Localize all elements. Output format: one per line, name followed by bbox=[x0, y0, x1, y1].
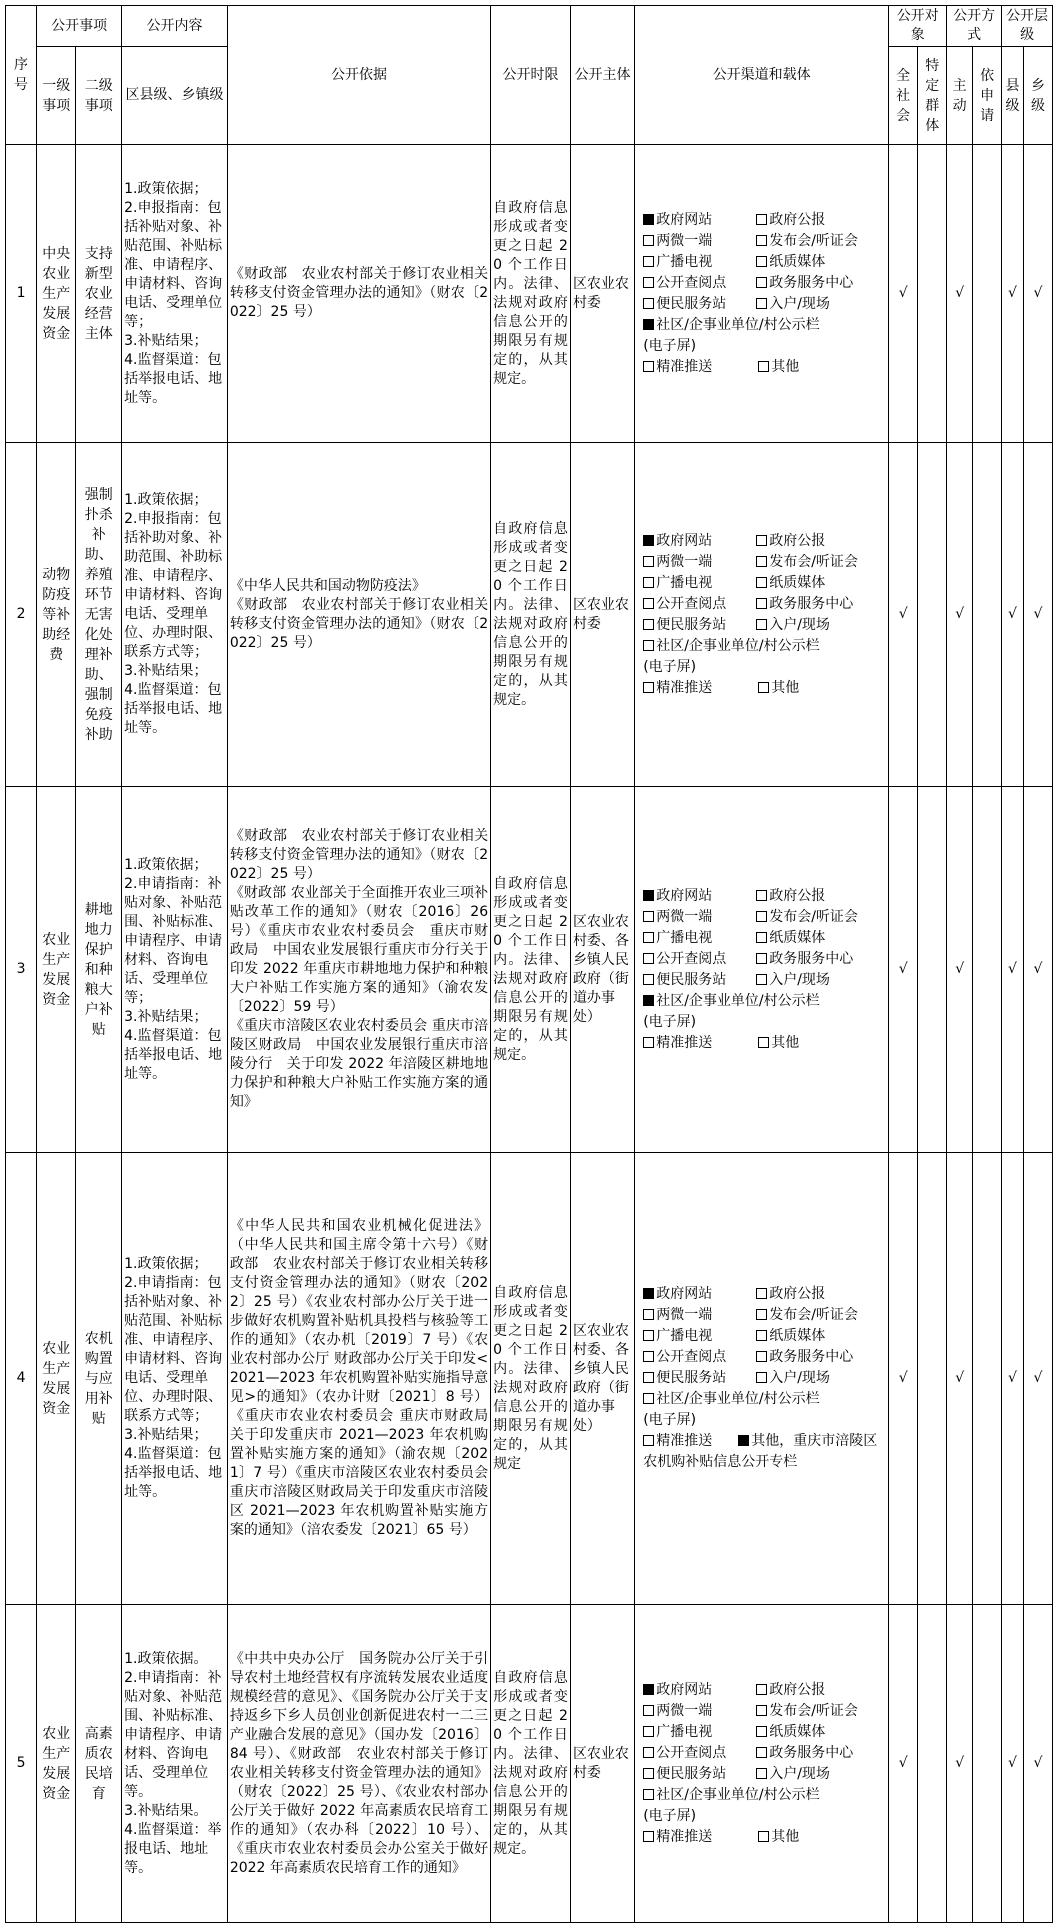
checked-box-icon bbox=[643, 1288, 654, 1299]
unchecked-box-icon bbox=[756, 953, 767, 964]
channel-board bbox=[643, 1391, 819, 1407]
channel-household bbox=[756, 296, 830, 312]
channel-website bbox=[643, 888, 712, 904]
channel-label: 其他 bbox=[771, 1828, 800, 1845]
channel-paper bbox=[756, 1328, 825, 1344]
channel-label: 政务服务中心 bbox=[769, 1744, 854, 1761]
row-channels bbox=[635, 145, 889, 443]
channel-screen-label: (电子屏) bbox=[643, 1412, 697, 1428]
channel-press bbox=[756, 554, 858, 570]
row-seq: 2 bbox=[6, 443, 37, 787]
row-channels bbox=[635, 1153, 889, 1605]
channel-label: 便民服务站 bbox=[656, 295, 727, 312]
row-all-society: √ bbox=[889, 145, 918, 443]
table-row bbox=[6, 1153, 1053, 1605]
channel-gazette bbox=[756, 1682, 825, 1698]
channel-label: 其他 bbox=[771, 358, 800, 375]
channel-label: 入户/现场 bbox=[769, 1370, 830, 1386]
channel-convenience bbox=[643, 296, 726, 312]
row-active: √ bbox=[947, 1605, 973, 1923]
header-specific: 特定群体 bbox=[918, 47, 947, 145]
channel-label: 入户/现场 bbox=[769, 295, 830, 312]
channel-label: 广播电视 bbox=[656, 1328, 713, 1344]
channel-label: 纸质媒体 bbox=[769, 1723, 826, 1740]
unchecked-box-icon bbox=[643, 932, 654, 943]
channel-label: 便民服务站 bbox=[656, 971, 727, 988]
row-content: 1.政策依据； 2.申报指南：包括补贴对象、补贴范围、补贴标准、申请程序、申请材料、咨询电话、受理单位等； 3.补贴结果； 4.监督渠道：包括举报电话、地址等。 bbox=[122, 145, 228, 443]
unchecked-box-icon bbox=[758, 1037, 769, 1048]
row-level2: 高素质农民培育 bbox=[76, 1605, 122, 1923]
row-specific bbox=[918, 1605, 947, 1923]
row-apply bbox=[973, 145, 1002, 443]
header-seq: 序号 bbox=[6, 6, 37, 145]
row-all-society: √ bbox=[889, 443, 918, 787]
channel-service bbox=[756, 596, 853, 612]
channel-other bbox=[758, 359, 799, 375]
row-content: 1.政策依据； 2.申报指南：包括补助对象、补助范围、补助标准、申请程序、申请材料、咨询电话、受理单位、办理时限、联系方式等； 3.补贴结果； 4.监督渠道：包括举报电话、地址等。 bbox=[122, 443, 228, 787]
channel-tv bbox=[643, 1724, 712, 1740]
row-subject: 区农业农村委 bbox=[570, 1605, 634, 1923]
channel-push bbox=[643, 359, 712, 375]
channel-label: 政府网站 bbox=[656, 887, 713, 904]
row-active: √ bbox=[947, 787, 973, 1153]
row-subject: 区农业农村委 bbox=[570, 145, 634, 443]
channel-label: 发布会/听证会 bbox=[769, 232, 858, 249]
unchecked-box-icon bbox=[756, 1768, 767, 1779]
row-seq: 5 bbox=[6, 1605, 37, 1923]
channel-screen-label: (电子屏) bbox=[643, 1807, 697, 1824]
channel-label: 公开查阅点 bbox=[656, 274, 727, 291]
unchecked-box-icon bbox=[643, 1705, 654, 1716]
channel-label: 社区/企事业单位/村公示栏 bbox=[656, 316, 820, 333]
row-county: √ bbox=[1002, 145, 1024, 443]
header-district: 区县级、乡镇级 bbox=[122, 47, 228, 145]
row-specific bbox=[918, 1153, 947, 1605]
header-apply: 依申请 bbox=[973, 47, 1002, 145]
channel-service bbox=[756, 275, 853, 291]
channel-household bbox=[756, 1370, 830, 1386]
row-town: √ bbox=[1023, 1153, 1052, 1605]
unchecked-box-icon bbox=[643, 598, 654, 609]
channel-push bbox=[643, 1433, 712, 1449]
row-town: √ bbox=[1023, 443, 1052, 787]
header-level2: 二级事项 bbox=[76, 47, 122, 145]
row-county: √ bbox=[1002, 443, 1024, 787]
row-county: √ bbox=[1002, 787, 1024, 1153]
row-timelimit: 自政府信息形成或者变更之日起 20 个工作日内。法律、法规对政府信息公开的期限另有规定的，从其规定。 bbox=[491, 443, 571, 787]
channel-reading bbox=[643, 596, 726, 612]
row-level1: 中央农业生产发展资金 bbox=[37, 145, 76, 443]
unchecked-box-icon bbox=[643, 640, 654, 651]
unchecked-box-icon bbox=[643, 256, 654, 267]
row-basis: 《中华人民共和国农业机械化促进法》（中华人民共和国主席令第十六号）《财政部 农业农村部关于修订农业相关转移支付资金管理办法的通知》（财农〔2022〕25 号）《农业农村部办公厅关于进一步做好农机购置补贴机具投档与核验等工作的通知》（农办机〔2019〕7 号）《农业农村部办公厅 财政部办公厅关于印发<2021—2023 年农机购置补贴实施指导意见>的通知》（农办计财〔2021〕8 号）《重庆市农业农村委员会 重庆市财政局 关于印发重庆市 2021—2023 年农机购置补贴实施方案的通知》（渝农规〔2021〕7 号）《重庆市涪陵区农业农村委员会 重庆市涪陵区财政局关于印发重庆市涪陵区 2021—2023 年农机购置补贴实施方案的通知》（涪农委发〔2021〕65 号） bbox=[227, 1153, 490, 1605]
unchecked-box-icon bbox=[643, 911, 654, 922]
header-subject: 公开主体 bbox=[570, 6, 634, 145]
row-basis: 《财政部 农业农村部关于修订农业相关转移支付资金管理办法的通知》（财农〔2022〕25 号） bbox=[227, 145, 490, 443]
channel-label: 精准推送 bbox=[656, 1034, 713, 1051]
channel-reading bbox=[643, 1745, 726, 1761]
header-content: 公开内容 bbox=[122, 6, 228, 47]
channel-label: 广播电视 bbox=[656, 929, 713, 946]
channel-label: 广播电视 bbox=[656, 1723, 713, 1740]
row-content: 1.政策依据； 2.申请指南：包括补贴对象、补贴范围、补贴标准、申请程序、申请材料、咨询电话、受理单位、办理时限、联系方式等； 3.补贴结果； 4.监督渠道：包括举报电话、地址等。 bbox=[122, 1153, 228, 1605]
channel-label: 发布会/听证会 bbox=[769, 1307, 858, 1323]
unchecked-box-icon bbox=[643, 1037, 654, 1048]
unchecked-box-icon bbox=[756, 256, 767, 267]
channel-label: 两微一端 bbox=[656, 1702, 713, 1719]
channel-reading bbox=[643, 275, 726, 291]
unchecked-box-icon bbox=[756, 214, 767, 225]
channel-tv bbox=[643, 930, 712, 946]
row-active: √ bbox=[947, 443, 973, 787]
channel-label: 广播电视 bbox=[656, 253, 713, 270]
channel-label: 两微一端 bbox=[656, 908, 713, 925]
row-basis: 《中共中央办公厅 国务院办公厅关于引导农村土地经营权有序流转发展农业适度规模经营的意见》、《国务院办公厅关于支持返乡下乡人员创业创新促进农村一二三产业融合发展的意见》（国办发〔2016〕84 号）、《财政部 农业农村部关于修订农业相关转移支付资金管理办法的通知》（财农〔2022〕25 号）、《农业农村部办公厅关于做好 2022 年高素质农民培育工作的通知》（农办科〔2022〕10 号）、《重庆市农业农村委员会办公室关于做好 2022 年高素质农民培育工作的通知》 bbox=[227, 1605, 490, 1923]
channel-label: 政府网站 bbox=[656, 211, 713, 228]
unchecked-box-icon bbox=[756, 298, 767, 309]
checked-box-icon bbox=[643, 535, 654, 546]
channel-label: 纸质媒体 bbox=[769, 574, 826, 591]
unchecked-box-icon bbox=[756, 1705, 767, 1716]
channel-weibo bbox=[643, 1307, 712, 1323]
disclosure-table bbox=[5, 5, 1053, 1923]
channel-label: 政务服务中心 bbox=[769, 595, 854, 612]
channel-reading bbox=[643, 1349, 726, 1365]
row-seq: 1 bbox=[6, 145, 37, 443]
unchecked-box-icon bbox=[756, 1351, 767, 1362]
channel-household bbox=[756, 1766, 830, 1782]
header-active: 主动 bbox=[947, 47, 973, 145]
header-target: 公开对象 bbox=[889, 6, 947, 47]
unchecked-box-icon bbox=[643, 298, 654, 309]
channel-other-note: 其他，重庆市涪陵区农机购补贴信息公开专栏 bbox=[643, 1433, 878, 1470]
row-subject: 区农业农村委、各乡镇人民政府（街道办事处） bbox=[570, 1153, 634, 1605]
row-specific bbox=[918, 145, 947, 443]
channel-convenience bbox=[643, 617, 726, 633]
unchecked-box-icon bbox=[756, 1747, 767, 1758]
channel-label: 社区/企事业单位/村公示栏 bbox=[656, 1786, 820, 1803]
channel-press bbox=[756, 233, 858, 249]
channel-label: 政务服务中心 bbox=[769, 274, 854, 291]
channel-press bbox=[756, 909, 858, 925]
row-level2: 耕地地力保护和种粮大户补贴 bbox=[76, 787, 122, 1153]
row-channels bbox=[635, 787, 889, 1153]
row-all-society: √ bbox=[889, 1605, 918, 1923]
channel-board bbox=[643, 1787, 819, 1803]
unchecked-box-icon bbox=[756, 1330, 767, 1341]
header-matter: 公开事项 bbox=[37, 6, 122, 47]
channel-label: 政府公报 bbox=[769, 211, 826, 228]
channel-board bbox=[643, 993, 819, 1009]
header-method: 公开方式 bbox=[947, 6, 1002, 47]
header-all-society: 全社会 bbox=[889, 47, 918, 145]
row-town: √ bbox=[1023, 1605, 1052, 1923]
channel-label: 两微一端 bbox=[656, 553, 713, 570]
channel-weibo bbox=[643, 554, 712, 570]
header-level: 公开层级 bbox=[1002, 6, 1053, 47]
channel-paper bbox=[756, 254, 825, 270]
channel-label: 政府网站 bbox=[656, 1286, 713, 1302]
unchecked-box-icon bbox=[756, 577, 767, 588]
checked-box-icon bbox=[643, 214, 654, 225]
table-body bbox=[6, 145, 1053, 1923]
row-all-society: √ bbox=[889, 787, 918, 1153]
channel-gazette bbox=[756, 1286, 825, 1302]
row-timelimit: 自政府信息形成或者变更之日起 20 个工作日内。法律、法规对政府信息公开的期限另有规定的，从其规定。 bbox=[491, 145, 571, 443]
channel-paper bbox=[756, 930, 825, 946]
checked-box-icon bbox=[738, 1435, 749, 1446]
channel-label: 政府公报 bbox=[769, 532, 826, 549]
row-level2: 农机购置与应用补贴 bbox=[76, 1153, 122, 1605]
unchecked-box-icon bbox=[643, 277, 654, 288]
unchecked-box-icon bbox=[756, 598, 767, 609]
row-level2: 支持新型农业经营主体 bbox=[76, 145, 122, 443]
row-level2: 强制扑杀补助、养殖环节无害化处理补助、强制免疫补助 bbox=[76, 443, 122, 787]
channel-label: 广播电视 bbox=[656, 574, 713, 591]
channel-press bbox=[756, 1703, 858, 1719]
channel-household bbox=[756, 617, 830, 633]
unchecked-box-icon bbox=[758, 682, 769, 693]
channel-label: 发布会/听证会 bbox=[769, 553, 858, 570]
channel-label: 两微一端 bbox=[656, 232, 713, 249]
channel-website bbox=[643, 1682, 712, 1698]
row-channels bbox=[635, 1605, 889, 1923]
channel-label: 政府公报 bbox=[769, 1286, 826, 1302]
channel-label: 社区/企事业单位/村公示栏 bbox=[656, 637, 820, 654]
row-town: √ bbox=[1023, 787, 1052, 1153]
unchecked-box-icon bbox=[756, 932, 767, 943]
channel-label: 政府公报 bbox=[769, 1681, 826, 1698]
checked-box-icon bbox=[643, 995, 654, 1006]
unchecked-box-icon bbox=[756, 619, 767, 630]
channel-label: 纸质媒体 bbox=[769, 929, 826, 946]
unchecked-box-icon bbox=[643, 1747, 654, 1758]
row-level1: 农业生产发展资金 bbox=[37, 787, 76, 1153]
row-level1: 农业生产发展资金 bbox=[37, 1153, 76, 1605]
unchecked-box-icon bbox=[643, 682, 654, 693]
channel-push bbox=[643, 1829, 712, 1845]
channel-label: 公开查阅点 bbox=[656, 1744, 727, 1761]
unchecked-box-icon bbox=[756, 235, 767, 246]
unchecked-box-icon bbox=[756, 1372, 767, 1383]
channel-website bbox=[643, 212, 712, 228]
unchecked-box-icon bbox=[756, 556, 767, 567]
table-row bbox=[6, 787, 1053, 1153]
channel-label: 入户/现场 bbox=[769, 616, 830, 633]
row-timelimit: 自政府信息形成或者变更之日起 20 个工作日内。法律、法规对政府信息公开的期限另有规定的，从其规定。 bbox=[491, 787, 571, 1153]
channel-label: 政府网站 bbox=[656, 532, 713, 549]
row-active: √ bbox=[947, 145, 973, 443]
channel-label: 政府网站 bbox=[656, 1681, 713, 1698]
channel-label: 其他 bbox=[771, 1034, 800, 1051]
channel-gazette bbox=[756, 533, 825, 549]
channel-screen-label: (电子屏) bbox=[643, 658, 697, 675]
row-county: √ bbox=[1002, 1153, 1024, 1605]
unchecked-box-icon bbox=[643, 1789, 654, 1800]
channel-label: 两微一端 bbox=[656, 1307, 713, 1323]
channel-label: 社区/企事业单位/村公示栏 bbox=[656, 1391, 820, 1407]
channel-screen-label: (电子屏) bbox=[643, 1013, 697, 1030]
channel-paper bbox=[756, 1724, 825, 1740]
channel-label: 精准推送 bbox=[656, 1828, 713, 1845]
checked-box-icon bbox=[643, 890, 654, 901]
table-row bbox=[6, 1605, 1053, 1923]
unchecked-box-icon bbox=[643, 1435, 654, 1446]
channel-gazette bbox=[756, 888, 825, 904]
row-apply bbox=[973, 443, 1002, 787]
unchecked-box-icon bbox=[756, 1309, 767, 1320]
row-all-society: √ bbox=[889, 1153, 918, 1605]
channel-label: 精准推送 bbox=[656, 358, 713, 375]
channel-board bbox=[643, 317, 819, 333]
channel-label: 发布会/听证会 bbox=[769, 908, 858, 925]
row-level1: 农业生产发展资金 bbox=[37, 1605, 76, 1923]
channel-other bbox=[758, 1829, 799, 1845]
channel-service bbox=[756, 951, 853, 967]
unchecked-box-icon bbox=[643, 953, 654, 964]
checked-box-icon bbox=[643, 319, 654, 330]
row-level1: 动物防疫等补助经费 bbox=[37, 443, 76, 787]
row-basis: 《财政部 农业农村部关于修订农业相关转移支付资金管理办法的通知》（财农〔2022〕25 号） 《财政部 农业部关于全面推开农业三项补贴改革工作的通知》（财农〔2016〕26 号）《重庆市农业农村委员会 重庆市财政局 中国农业发展银行重庆市分行关于印发 2022 年重庆市耕地地力保护和种粮大户补贴工作实施方案的通知》（渝农发〔2022〕59 号） 《重庆市涪陵区农业农村委员会 重庆市涪陵区财政局 中国农业发展银行重庆市涪陵分行 关于印发 2022 年涪陵区耕地地力保护和种粮大户补贴工作实施方案的通知》 bbox=[227, 787, 490, 1153]
row-apply bbox=[973, 1153, 1002, 1605]
checked-box-icon bbox=[643, 1684, 654, 1695]
channel-paper bbox=[756, 575, 825, 591]
unchecked-box-icon bbox=[756, 911, 767, 922]
row-apply bbox=[973, 1605, 1002, 1923]
header-basis: 公开依据 bbox=[227, 6, 490, 145]
unchecked-box-icon bbox=[643, 235, 654, 246]
row-seq: 4 bbox=[6, 1153, 37, 1605]
channel-label: 入户/现场 bbox=[769, 971, 830, 988]
unchecked-box-icon bbox=[758, 1831, 769, 1842]
row-channels bbox=[635, 443, 889, 787]
unchecked-box-icon bbox=[643, 577, 654, 588]
channel-screen-label: (电子屏) bbox=[643, 337, 697, 354]
header-county: 县级 bbox=[1002, 47, 1024, 145]
row-seq: 3 bbox=[6, 787, 37, 1153]
row-content: 1.政策依据。 2.申请指南：补贴对象、补贴范围、补贴标准、申请程序、申请材料、咨询电话、受理单位等。 3.补贴结果。 4.监督渠道：举报电话、地址等。 bbox=[122, 1605, 228, 1923]
unchecked-box-icon bbox=[758, 361, 769, 372]
table-row bbox=[6, 145, 1053, 443]
channel-push bbox=[643, 1035, 712, 1051]
unchecked-box-icon bbox=[756, 1726, 767, 1737]
unchecked-box-icon bbox=[643, 1831, 654, 1842]
row-timelimit: 自政府信息形成或者变更之日起 20 个工作日内。法律、法规对政府信息公开的期限另有规定的，从其规定 bbox=[491, 1153, 571, 1605]
unchecked-box-icon bbox=[643, 1768, 654, 1779]
channel-label: 纸质媒体 bbox=[769, 253, 826, 270]
channel-label: 便民服务站 bbox=[656, 616, 727, 633]
unchecked-box-icon bbox=[643, 1309, 654, 1320]
row-timelimit: 自政府信息形成或者变更之日起 20 个工作日内。法律、法规对政府信息公开的期限另有规定的，从其规定。 bbox=[491, 1605, 571, 1923]
unchecked-box-icon bbox=[643, 556, 654, 567]
channel-label: 公开查阅点 bbox=[656, 1349, 727, 1365]
channel-label: 公开查阅点 bbox=[656, 950, 727, 967]
channel-weibo bbox=[643, 909, 712, 925]
row-content: 1.政策依据； 2.申请指南：补贴对象、补贴范围、补贴标准、申请程序、申请材料、咨询电话、受理单位等； 3.补贴结果； 4.监督渠道：包括举报电话、地址等。 bbox=[122, 787, 228, 1153]
unchecked-box-icon bbox=[756, 535, 767, 546]
channel-tv bbox=[643, 254, 712, 270]
row-subject: 区农业农村委 bbox=[570, 443, 634, 787]
channel-website bbox=[643, 1286, 712, 1302]
row-basis: 《中华人民共和国动物防疫法》 《财政部 农业农村部关于修订农业相关转移支付资金管理办法的通知》（财农〔2022〕25 号） bbox=[227, 443, 490, 787]
channel-household bbox=[756, 972, 830, 988]
row-apply bbox=[973, 787, 1002, 1153]
row-specific bbox=[918, 787, 947, 1153]
unchecked-box-icon bbox=[756, 1288, 767, 1299]
unchecked-box-icon bbox=[643, 361, 654, 372]
header-level1: 一级事项 bbox=[37, 47, 76, 145]
unchecked-box-icon bbox=[643, 1393, 654, 1404]
channel-label: 政府公报 bbox=[769, 887, 826, 904]
unchecked-box-icon bbox=[756, 890, 767, 901]
channel-weibo bbox=[643, 1703, 712, 1719]
unchecked-box-icon bbox=[643, 1372, 654, 1383]
row-specific bbox=[918, 443, 947, 787]
channel-convenience bbox=[643, 1766, 726, 1782]
channel-label: 便民服务站 bbox=[656, 1765, 727, 1782]
unchecked-box-icon bbox=[643, 619, 654, 630]
channel-convenience bbox=[643, 972, 726, 988]
channel-label: 公开查阅点 bbox=[656, 595, 727, 612]
row-county: √ bbox=[1002, 1605, 1024, 1923]
channel-label: 政务服务中心 bbox=[769, 950, 854, 967]
channel-label: 其他 bbox=[771, 679, 800, 696]
channel-label: 社区/企事业单位/村公示栏 bbox=[656, 992, 820, 1009]
unchecked-box-icon bbox=[756, 974, 767, 985]
channel-press bbox=[756, 1307, 858, 1323]
channel-other bbox=[758, 1035, 799, 1051]
unchecked-box-icon bbox=[756, 277, 767, 288]
channel-reading bbox=[643, 951, 726, 967]
channel-board bbox=[643, 638, 819, 654]
channel-weibo bbox=[643, 233, 712, 249]
channel-gazette bbox=[756, 212, 825, 228]
channel-service bbox=[756, 1349, 853, 1365]
channel-tv bbox=[643, 1328, 712, 1344]
channel-label: 发布会/听证会 bbox=[769, 1702, 858, 1719]
unchecked-box-icon bbox=[643, 1330, 654, 1341]
channel-label: 精准推送 bbox=[656, 1433, 713, 1449]
row-subject: 区农业农村委、各乡镇人民政府（街道办事处） bbox=[570, 787, 634, 1153]
channel-convenience bbox=[643, 1370, 726, 1386]
channel-service bbox=[756, 1745, 853, 1761]
channel-label: 政务服务中心 bbox=[769, 1349, 854, 1365]
row-active: √ bbox=[947, 1153, 973, 1605]
channel-other bbox=[758, 680, 799, 696]
channel-label: 入户/现场 bbox=[769, 1765, 830, 1782]
channel-tv bbox=[643, 575, 712, 591]
unchecked-box-icon bbox=[643, 1351, 654, 1362]
unchecked-box-icon bbox=[756, 1684, 767, 1695]
header-timelimit: 公开时限 bbox=[491, 6, 571, 145]
table-row bbox=[6, 443, 1053, 787]
channel-label: 便民服务站 bbox=[656, 1370, 727, 1386]
channel-label: 纸质媒体 bbox=[769, 1328, 826, 1344]
channel-label: 精准推送 bbox=[656, 679, 713, 696]
header-town: 乡级 bbox=[1023, 47, 1052, 145]
unchecked-box-icon bbox=[643, 974, 654, 985]
channel-push bbox=[643, 680, 712, 696]
header-channels: 公开渠道和载体 bbox=[635, 6, 889, 145]
channel-website bbox=[643, 533, 712, 549]
row-town: √ bbox=[1023, 145, 1052, 443]
unchecked-box-icon bbox=[643, 1726, 654, 1737]
